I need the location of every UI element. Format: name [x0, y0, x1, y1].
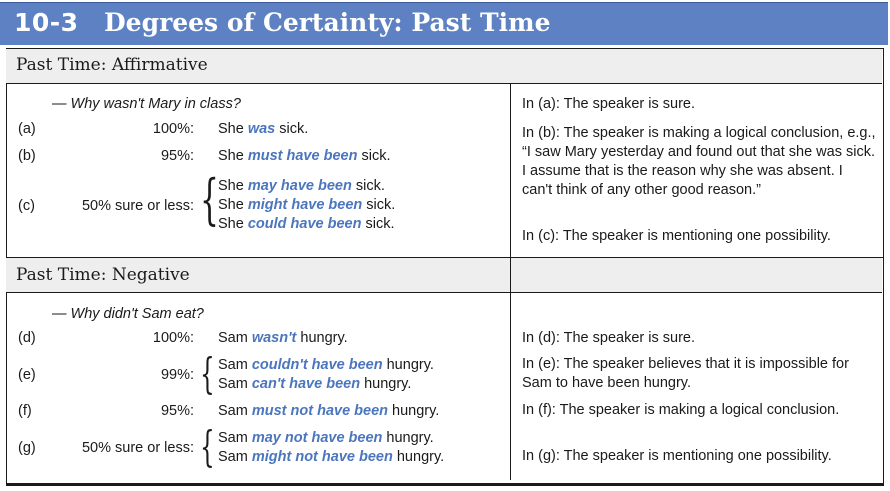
modal-phrase: may have been: [247, 178, 352, 194]
certainty-level: 95%:: [160, 148, 194, 164]
example-sentence: Sam wasn't hungry.: [218, 330, 348, 346]
modal-phrase: can't have been: [251, 376, 361, 392]
modal-phrase: wasn't: [251, 330, 297, 346]
explanation-d: In (d): The speaker is sure.: [522, 330, 696, 346]
row-label: (g): [18, 440, 36, 456]
certainty-level: 99%:: [160, 367, 194, 383]
certainty-level: 100%:: [152, 121, 194, 137]
modal-phrase: must not have been: [251, 403, 389, 419]
chart-title-bar: [0, 0, 890, 48]
example-question: — Why wasn't Mary in class?: [52, 96, 241, 112]
certainty-level: 100%:: [152, 330, 194, 346]
column-divider: [510, 258, 511, 480]
row-label: (e): [18, 367, 36, 383]
row-label: (c): [18, 198, 35, 214]
example-sentence: She may have been sick.: [218, 178, 385, 194]
modal-phrase: could have been: [247, 216, 362, 232]
modal-phrase: couldn't have been: [251, 357, 383, 373]
brace-icon: {: [200, 168, 219, 231]
example-sentence: She might have been sick.: [218, 197, 396, 213]
row-label: (a): [18, 121, 36, 137]
modal-phrase: might have been: [247, 197, 363, 213]
example-sentence: Sam can't have been hungry.: [218, 376, 412, 392]
modal-phrase: might not have been: [251, 449, 393, 465]
chart-title: Degrees of Certainty: Past Time: [104, 8, 551, 37]
brace-icon: {: [200, 349, 215, 398]
explanation-e: In (e): The speaker believes that it is impossible for Sam to have been hungry.: [522, 356, 849, 391]
example-sentence: She was sick.: [218, 121, 309, 137]
section-header-negative: [6, 258, 882, 293]
section-title: Past Time: Negative: [16, 265, 190, 285]
certainty-level: 50% sure or less:: [81, 198, 194, 214]
explanation-c: In (c): The speaker is mentioning one possibility.: [522, 228, 831, 244]
modal-phrase: was: [247, 121, 276, 137]
row-label: (b): [18, 148, 36, 164]
explanation-g: In (g): The speaker is mentioning one possibility.: [522, 448, 832, 464]
example-sentence: Sam must not have been hungry.: [218, 403, 440, 419]
example-sentence: Sam might not have been hungry.: [218, 449, 445, 465]
example-sentence: She must have been sick.: [218, 148, 391, 164]
explanation-a: In (a): The speaker is sure.: [522, 96, 696, 112]
modal-phrase: must have been: [247, 148, 358, 164]
example-question: — Why didn't Sam eat?: [52, 306, 204, 322]
certainty-level: 50% sure or less:: [81, 440, 194, 456]
brace-icon: {: [200, 422, 215, 471]
row-label: (d): [18, 330, 36, 346]
row-label: (f): [18, 403, 32, 419]
example-sentence: She could have been sick.: [218, 216, 395, 232]
certainty-level: 95%:: [160, 403, 194, 419]
column-divider: [510, 84, 511, 257]
section-header-affirmative: [6, 49, 882, 84]
chart-number: 10-3: [14, 8, 79, 37]
explanation-f: In (f): The speaker is making a logical conclusion.: [522, 402, 840, 418]
example-sentence: Sam couldn't have been hungry.: [218, 357, 434, 373]
example-sentence: Sam may not have been hungry.: [218, 430, 434, 446]
explanation-b: In (b): The speaker is making a logical conclusion, e.g., “I saw Mary yesterday and found out that she was sick. I assume that is the reason why she was absent. I can't think of any other good reason.”: [522, 125, 876, 198]
section-title: Past Time: Affirmative: [16, 55, 208, 75]
modal-phrase: may not have been: [251, 430, 383, 446]
